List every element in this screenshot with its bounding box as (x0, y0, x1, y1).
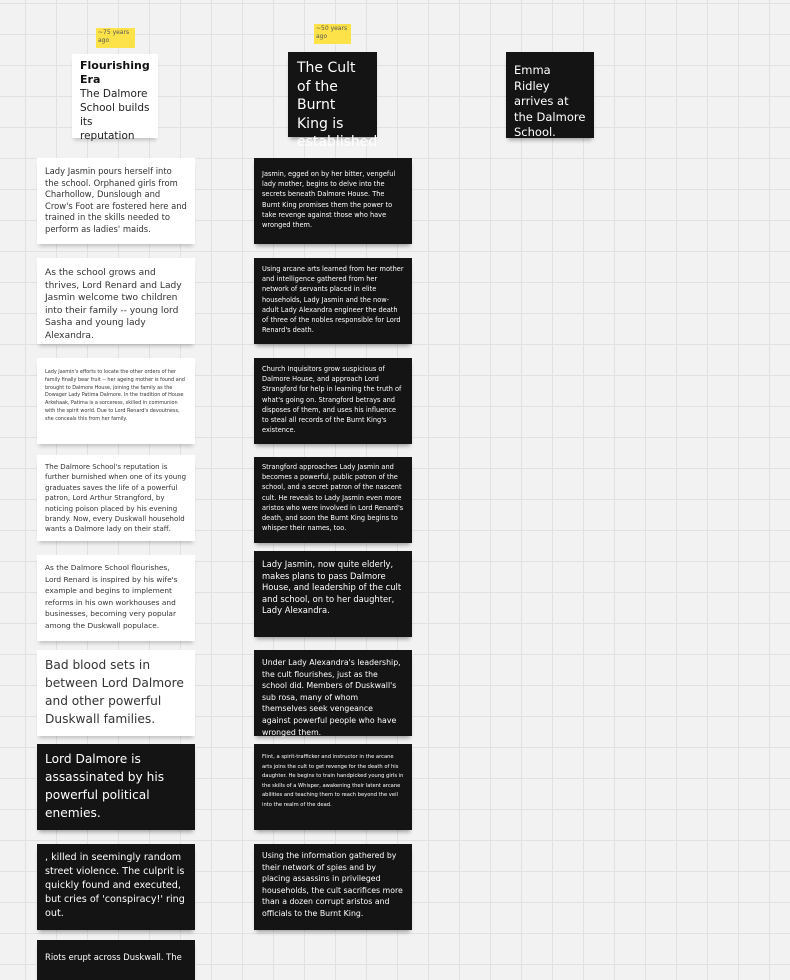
sticky-note[interactable] (37, 455, 195, 541)
note-text: , killed in seemingly random street violence. The culprit is quickly found and executed, but cries of 'conspiracy!' ring out. (45, 852, 185, 919)
sticky-note[interactable] (37, 358, 195, 444)
note-text: As the Dalmore School flourishes, Lord Renard is inspired by his wife's example and begins to implement reforms in his own workhouses and businesses, becoming very popular among the Duskwall populace. (45, 563, 178, 630)
sticky-note[interactable] (37, 744, 195, 830)
emma-heading-text: Emma Ridley arrives at the Dalmore School. (514, 63, 586, 139)
note-text: Riots erupt across Duskwall. The (45, 952, 182, 962)
note-text: Lady Jasmin pours herself into the school. Orphaned girls from Charhollow, Dunslough and Crow's Foot are fostered here and trained in the skills needed to perform as ladies' maids. (45, 166, 187, 234)
sticky-note[interactable] (37, 650, 195, 736)
sticky-note[interactable] (37, 940, 195, 980)
emma-heading-card[interactable] (506, 52, 594, 138)
sticky-note[interactable] (254, 457, 412, 543)
cult-heading-card[interactable] (288, 52, 378, 150)
sticky-note[interactable] (254, 258, 412, 344)
note-text: As the school grows and thrives, Lord Renard and Lady Jasmin welcome two children into their family -- young lord Sasha and young lady Alexandra. (45, 268, 182, 341)
note-text: The Dalmore School's reputation is further burnished when one of its young graduates saves the life of a powerful patron, Lord Arthur Strangford, by noticing poison placed by his evening brandy. Now, every Duskwall household wants a Dalmore lady on their staff. (45, 463, 187, 534)
note-text: Using the information gathered by their network of spies and by placing assassins in privileged households, the cult sacrifices more than a dozen corrupt aristos and officials to the Burnt King. (262, 851, 403, 918)
sticky-note[interactable] (37, 158, 195, 244)
note-text: Bad blood sets in between Lord Dalmore and other powerful Duskwall families. (45, 658, 184, 726)
cult-heading-text: The Cult of the Burnt King is established (297, 60, 378, 150)
note-text: Lady Jasmin, now quite elderly, makes plans to pass Dalmore House, and leadership of the cult and school, on to her daughter, Lady Alexandra. (262, 559, 402, 616)
sticky-note[interactable] (254, 551, 412, 637)
era-title: Flourishing Era (80, 59, 150, 86)
sticky-note[interactable] (254, 158, 412, 244)
sticky-note[interactable] (254, 358, 412, 444)
era-tag-label: ~75 years ago (98, 29, 130, 44)
note-text: Under Lady Alexandra's leadership, the cult flourishes, just as the school did. Members of Duskwall's sub rosa, many of whom themselves seek vengeance against powerful people who have wronged them. (262, 658, 401, 737)
note-text: Using arcane arts learned from her mother and intelligence gathered from her network of servants placed in elite households, Lady Jasmin and the now-adult Lady Alexandra engineer the death of three of the nobles responsible for Lord Renard's death. (262, 265, 404, 335)
note-text: Church Inquisitors grow suspicious of Dalmore House, and approach Lord Strangford for help in learning the truth of what's going on. Strangford betrays and disposes of them, and uses his influence to steal all records of the Burnt King's existence. (262, 365, 402, 435)
sticky-note[interactable] (254, 650, 412, 736)
note-text: Strangford approaches Lady Jasmin and becomes a powerful, public patron of the school, and a secret patron of the nascent cult. He reveals to Lady Jasmin even more aristos who were involved in Lord Renard's death, and soon the Burnt King begins to whisper their names, too. (262, 463, 404, 533)
sticky-note[interactable] (37, 555, 195, 641)
era-subtitle: The Dalmore School builds its reputation (80, 88, 150, 142)
era-tag-75-years[interactable] (96, 28, 135, 48)
sticky-note[interactable] (37, 258, 195, 344)
era-tag-label: ~50 years ago (316, 25, 348, 40)
sticky-note[interactable] (254, 844, 412, 930)
note-text: Jasmin, egged on by her bitter, vengeful lady mother, begins to delve into the secrets beneath Dalmore House. The Burnt King promises them the power to take revenge against those who have wronged them. (262, 170, 396, 230)
note-text: Lord Dalmore is assassinated by his powerful political enemies. (45, 752, 165, 820)
sticky-note[interactable] (37, 844, 195, 930)
era-heading-card[interactable] (72, 54, 158, 142)
era-tag-50-years[interactable] (314, 24, 351, 44)
sticky-note[interactable] (254, 744, 412, 830)
note-text: Lady Jasmin's efforts to locate the other orders of her family finally bear fruit -- her ageing mother is found and brought to Dalmore House, joining the family as the Dowager Lady Patima Dalmore. In the tradition of House Arkehaak, Patima is a sorceress, skilled in communion with the spirit world. Due to Lord Renard's devoutness, she conceals this from her family. (45, 369, 185, 422)
note-text: Flint, a spirit-trafficker and instructor in the arcane arts joins the cult to get revenge for the death of his daughter. He begins to train handpicked young girls in the skills of a Whisper, awakening their latent arcane abilities and teaching them to reach beyond the veil into the realm of the dead. (262, 754, 404, 808)
